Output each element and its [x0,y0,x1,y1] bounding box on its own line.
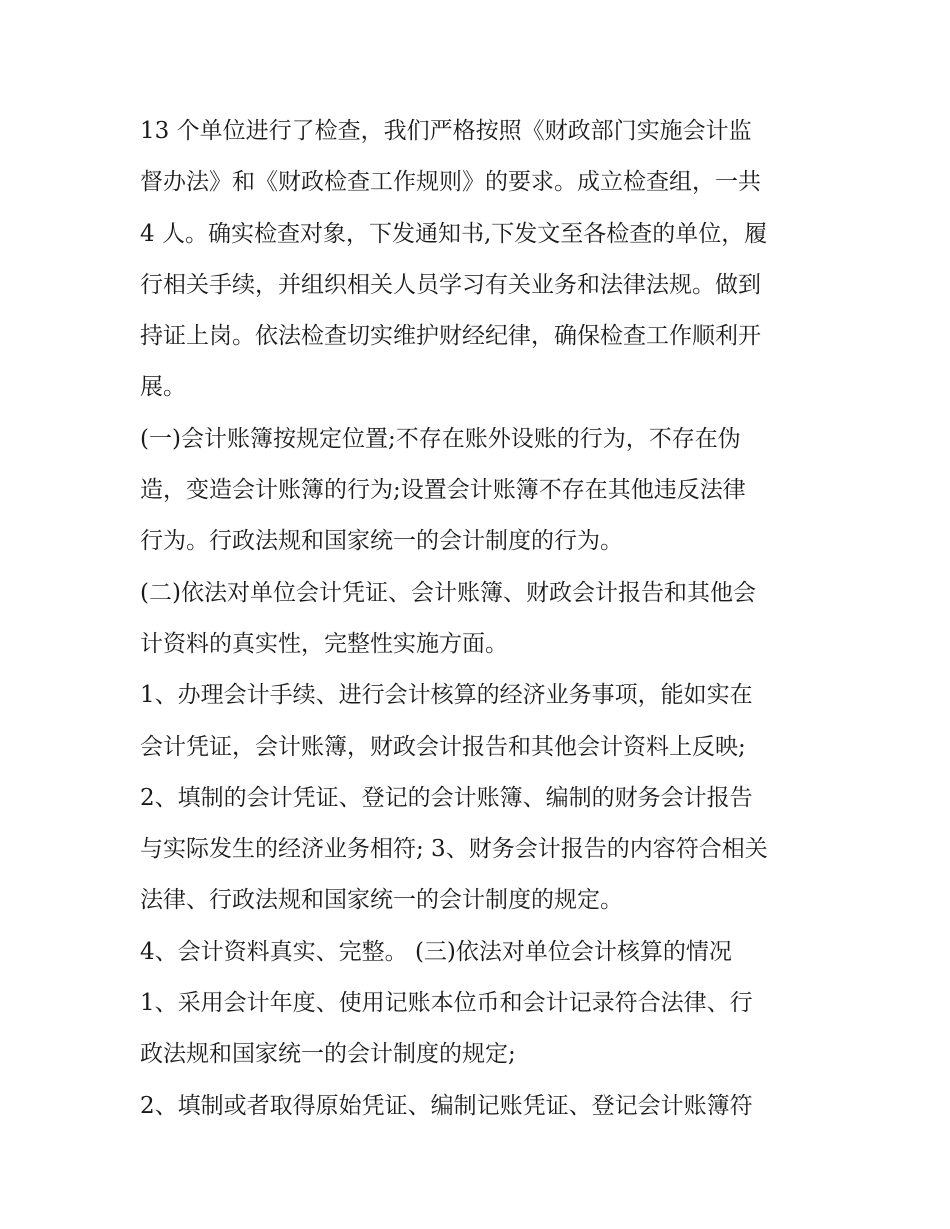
text-line: 2、填制或者取得原始凭证、编制记账凭证、登记会计账簿符 [140,1092,753,1119]
text-line: 1、办理会计手续、进行会计核算的经济业务事项，能如实在 [140,682,753,709]
text-line: (二)依法对单位会计凭证、会计账簿、财政会计报告和其他会 [140,579,756,606]
text-line: 会计凭证，会计账簿，财政会计报告和其他会计资料上反映; [140,733,746,760]
text-line: 与实际发生的经济业务相符; 3、财务会计报告的内容符合相关 [140,836,768,863]
text-line: 法律、行政法规和国家统一的会计制度的规定。 [140,887,623,914]
text-line: 督办法》和《财政检查工作规则》的要求。成立检查组，一共 [140,169,761,196]
text-line: 行为。行政法规和国家统一的会计制度的行为。 [140,528,623,555]
text-line: (一)会计账簿按规定位置;不存在账外设账的行为，不存在伪 [140,425,741,452]
text-line: 1、采用会计年度、使用记账本位币和会计记录符合法律、行 [140,990,753,1017]
text-line: 持证上岗。依法检查切实维护财经纪律，确保检查工作顺利开 [140,323,761,350]
text-line: 4、会计资料真实、完整。 (三)依法对单位会计核算的情况 [140,938,732,965]
text-line: 计资料的真实性，完整性实施方面。 [140,630,508,657]
text-line: 2、填制的会计凭证、登记的会计账簿、编制的财务会计报告 [140,784,753,811]
text-line: 展。 [140,374,186,401]
text-line: 4 人。确实检查对象，下发通知书,下发文至各检查的单位，履 [140,220,768,247]
text-line: 行相关手续，并组织相关人员学习有关业务和法律法规。做到 [140,271,761,298]
text-line: 13 个单位进行了检查，我们严格按照《财政部门实施会计监 [140,118,752,144]
text-line: 政法规和国家统一的会计制度的规定; [140,1041,516,1068]
document-body [140,106,820,1132]
text-line: 造，变造会计账簿的行为;设置会计账簿不存在其他违反法律 [140,477,746,504]
